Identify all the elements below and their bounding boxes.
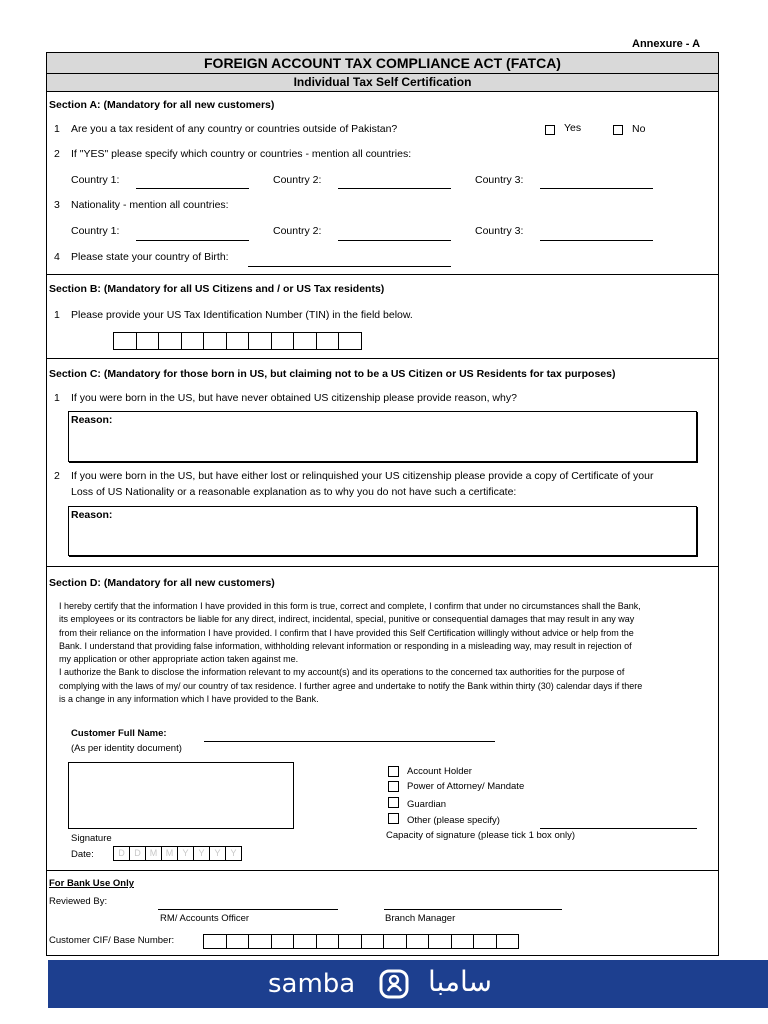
- section-b-title: Section B: (Mandatory for all US Citizens and / or US Tax residents): [49, 283, 385, 295]
- as-per-id-label: (As per identity document): [71, 743, 182, 754]
- guardian-label: Guardian: [407, 799, 447, 810]
- yes-checkbox[interactable]: [545, 125, 555, 135]
- question-number: 4: [54, 251, 60, 263]
- samba-brand-text: samba: [268, 969, 356, 999]
- customer-name-field[interactable]: [204, 741, 495, 742]
- date-cell[interactable]: Y: [193, 846, 210, 861]
- power-of-attorney-label: Power of Attorney/ Mandate: [407, 781, 525, 792]
- date-cell[interactable]: Y: [177, 846, 194, 861]
- country3-label: Country 3:: [475, 174, 524, 186]
- section-d-title: Section D: (Mandatory for all new customers): [49, 577, 275, 589]
- branch-manager-line[interactable]: [384, 909, 562, 910]
- date-cell[interactable]: Y: [225, 846, 242, 861]
- customer-name-label: Customer Full Name:: [71, 728, 167, 739]
- reason-2-box[interactable]: [68, 506, 697, 556]
- declaration-line: my application or other appropriate action taken against me.: [59, 654, 299, 665]
- cif-label: Customer CIF/ Base Number:: [49, 935, 175, 946]
- question-number: 3: [54, 199, 60, 211]
- other-checkbox[interactable]: [388, 813, 399, 824]
- reason-label: Reason:: [71, 414, 113, 426]
- question-number: 1: [54, 309, 60, 321]
- account-holder-checkbox[interactable]: [388, 766, 399, 777]
- country1-label: Country 1:: [71, 174, 120, 186]
- yes-label: Yes: [564, 122, 582, 134]
- section-divider: [47, 566, 718, 567]
- declaration-line: Bank. I understand that providing false information, withholding relevant information or responding in a misleading way, may result in rejection of: [59, 640, 632, 651]
- nationality2-field[interactable]: [338, 240, 451, 241]
- capacity-label: Capacity of signature (please tick 1 box only): [386, 830, 576, 841]
- rm-signature-line[interactable]: [158, 909, 338, 910]
- samba-brand-arabic: سامبا: [428, 965, 492, 998]
- guardian-checkbox[interactable]: [388, 797, 399, 808]
- section-a-q1: Are you a tax resident of any country or countries outside of Pakistan?: [71, 123, 398, 135]
- section-a-title: Section A: (Mandatory for all new customers): [49, 99, 275, 111]
- declaration-text: [59, 600, 719, 706]
- question-number: 2: [54, 470, 60, 482]
- other-label: Other (please specify): [407, 815, 500, 826]
- section-divider: [47, 274, 718, 275]
- power-of-attorney-checkbox[interactable]: [388, 781, 399, 792]
- no-label: No: [632, 123, 646, 135]
- other-specify-field[interactable]: [540, 828, 697, 829]
- branch-manager-label: Branch Manager: [385, 913, 456, 924]
- section-b-q1: Please provide your US Tax Identification Number (TIN) in the field below.: [71, 309, 413, 321]
- bank-use-title: For Bank Use Only: [49, 878, 134, 889]
- section-a-q4: Please state your country of Birth:: [71, 251, 229, 263]
- declaration-line: complying with the laws of my/ our country of tax residence. I further agree and undertake to notify the Bank within thirty (30) calendar days if there: [59, 680, 643, 691]
- section-a-q3: Nationality - mention all countries:: [71, 199, 229, 211]
- form-title: FOREIGN ACCOUNT TAX COMPLIANCE ACT (FATCA): [47, 53, 718, 74]
- no-checkbox[interactable]: [613, 125, 623, 135]
- section-c-title: Section C: (Mandatory for those born in US, but claiming not to be a US Citizen or US Residents for tax purposes): [49, 368, 616, 380]
- nationality1-field[interactable]: [136, 240, 249, 241]
- question-number: 1: [54, 392, 60, 404]
- country2-label: Country 2:: [273, 174, 322, 186]
- reason-label: Reason:: [71, 509, 113, 521]
- declaration-line: I hereby certify that the information I have provided in this form is true, correct and complete, I confirm that under no circumstances shall the Bank,: [59, 601, 641, 611]
- date-cell[interactable]: D: [113, 846, 130, 861]
- country3-field[interactable]: [540, 188, 653, 189]
- date-cell[interactable]: M: [161, 846, 178, 861]
- cif-cells[interactable]: [204, 934, 519, 949]
- reason-1-box[interactable]: [68, 411, 697, 462]
- annexure-label: Annexure - A: [632, 38, 701, 50]
- nationality2-label: Country 2:: [273, 225, 322, 237]
- date-cells[interactable]: [114, 846, 242, 861]
- signature-label: Signature: [71, 833, 112, 844]
- samba-footer-banner: [48, 960, 768, 1008]
- date-cell[interactable]: Y: [209, 846, 226, 861]
- reviewed-by-label: Reviewed By:: [49, 896, 108, 907]
- date-cell[interactable]: D: [129, 846, 146, 861]
- question-number: 1: [54, 123, 60, 135]
- form-subtitle: Individual Tax Self Certification: [47, 74, 718, 92]
- declaration-line: from their reliance on the information I have provided. I confirm that I have provided this Self Certification willingly without advice or help from the: [59, 627, 634, 638]
- country-of-birth-field[interactable]: [248, 266, 451, 267]
- account-holder-label: Account Holder: [407, 766, 472, 777]
- date-cell[interactable]: M: [145, 846, 162, 861]
- nationality3-label: Country 3:: [475, 225, 524, 237]
- section-c-q2-line1: If you were born in the US, but have either lost or relinquished your US citizenship please provide a copy of Certificate of your: [71, 470, 654, 482]
- nationality1-label: Country 1:: [71, 225, 120, 237]
- signature-box[interactable]: [68, 762, 294, 829]
- tin-cells[interactable]: [114, 332, 362, 350]
- section-c-q2-line2: Loss of US Nationality or a reasonable explanation as to why you do not have such a certificate:: [71, 486, 517, 498]
- question-number: 2: [54, 148, 60, 160]
- section-divider: [47, 358, 718, 359]
- section-divider: [47, 870, 718, 871]
- nationality3-field[interactable]: [540, 240, 653, 241]
- declaration-line: its employees or its contractors be liable for any direct, indirect, incidental, special, punitive or consequential damages that may result in any way: [59, 614, 635, 625]
- declaration-line: I authorize the Bank to disclose the information relevant to my account(s) and its operations to the concerned tax authorities for the purpose of: [59, 667, 625, 678]
- section-c-q1: If you were born in the US, but have never obtained US citizenship please provide reason, why?: [71, 392, 517, 404]
- country2-field[interactable]: [338, 188, 451, 189]
- declaration-line: is a change in any information which I have provided to the Bank.: [59, 694, 319, 705]
- rm-label: RM/ Accounts Officer: [160, 913, 250, 924]
- section-a-q2: If "YES" please specify which country or countries - mention all countries:: [71, 148, 412, 160]
- samba-logo-icon: [379, 969, 409, 999]
- country1-field[interactable]: [136, 188, 249, 189]
- date-label: Date:: [71, 849, 94, 860]
